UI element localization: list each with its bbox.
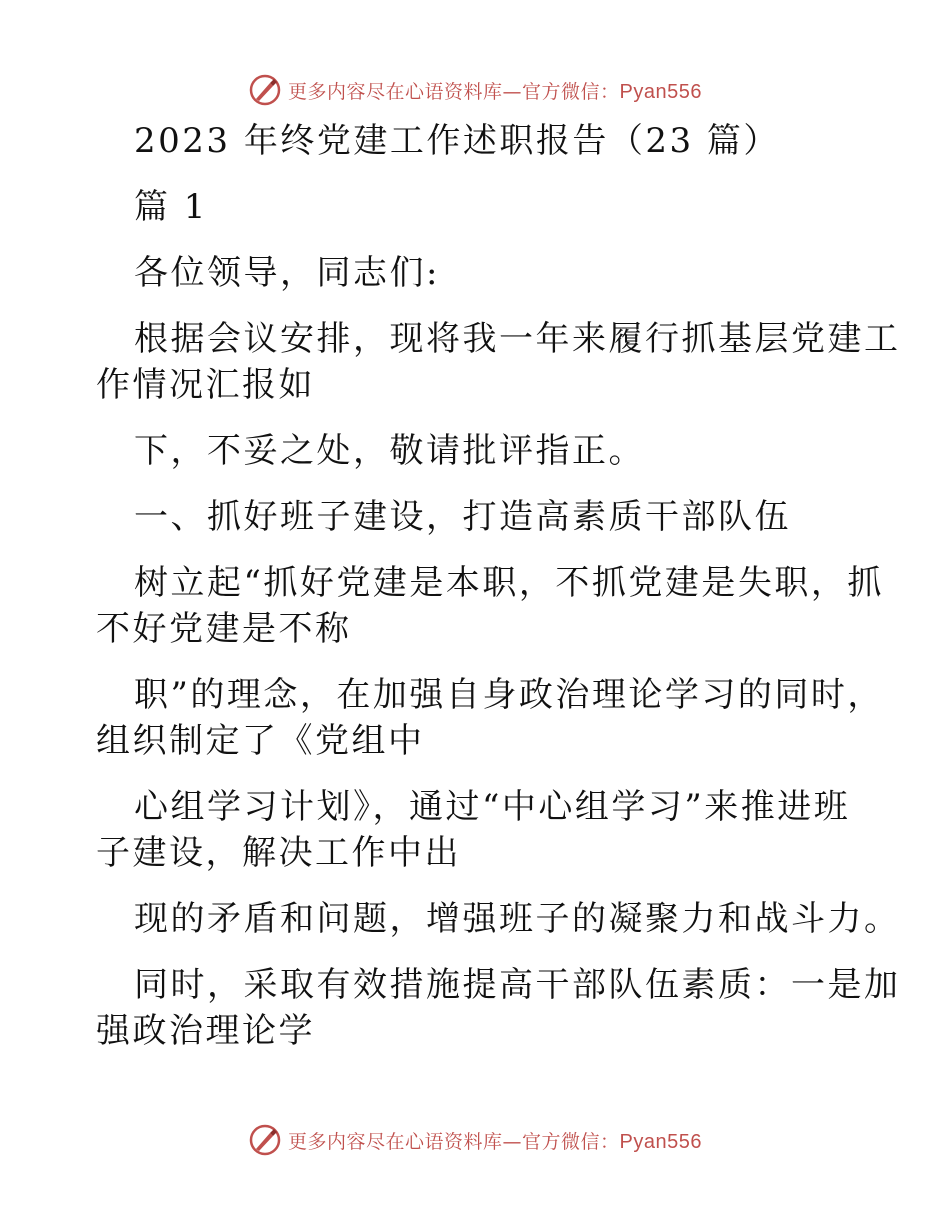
watermark-label: 更多内容尽在心语资料库—官方微信： — [288, 1130, 620, 1153]
text-line: 强政治理论学 — [96, 1011, 315, 1051]
watermark-text — [288, 1127, 702, 1154]
text-line: 篇 1 — [134, 187, 208, 227]
text-line: 组织制定了《党组中 — [96, 721, 425, 761]
pen-logo-icon — [248, 1123, 282, 1157]
watermark-text — [288, 77, 702, 104]
watermark-label: 更多内容尽在心语资料库—官方微信： — [288, 80, 620, 103]
text-line: 2023 年终党建工作述职报告（23 篇） — [134, 121, 780, 161]
text-line: 根据会议安排，现将我一年来履行抓基层党建工 — [134, 319, 901, 359]
text-line: 不好党建是不称 — [96, 609, 352, 649]
watermark-handle: Pyan556 — [619, 1130, 702, 1153]
text-line: 树立起“抓好党建是本职，不抓党建是失职，抓 — [134, 563, 884, 603]
text-line: 各位领导，同志们: — [134, 253, 440, 293]
watermark-bottom — [0, 1120, 950, 1160]
watermark-top — [0, 70, 950, 110]
text-line: 子建设，解决工作中出 — [96, 833, 461, 873]
pen-logo-icon — [248, 73, 282, 107]
text-line: 下，不妥之处，敬请批评指正。 — [134, 431, 645, 471]
watermark-handle: Pyan556 — [619, 80, 702, 103]
text-line: 同时，采取有效措施提高干部队伍素质：一是加 — [134, 965, 901, 1005]
text-line: 现的矛盾和问题，增强班子的凝聚力和战斗力。 — [134, 899, 901, 939]
document-body — [96, 118, 901, 1054]
text-line: 职”的理念，在加强自身政治理论学习的同时， — [134, 675, 884, 715]
text-line: 作情况汇报如 — [96, 365, 315, 405]
text-line: 心组学习计划》，通过“中心组学习”来推进班 — [134, 787, 851, 827]
text-line: 一、抓好班子建设，打造高素质干部队伍 — [134, 497, 791, 537]
